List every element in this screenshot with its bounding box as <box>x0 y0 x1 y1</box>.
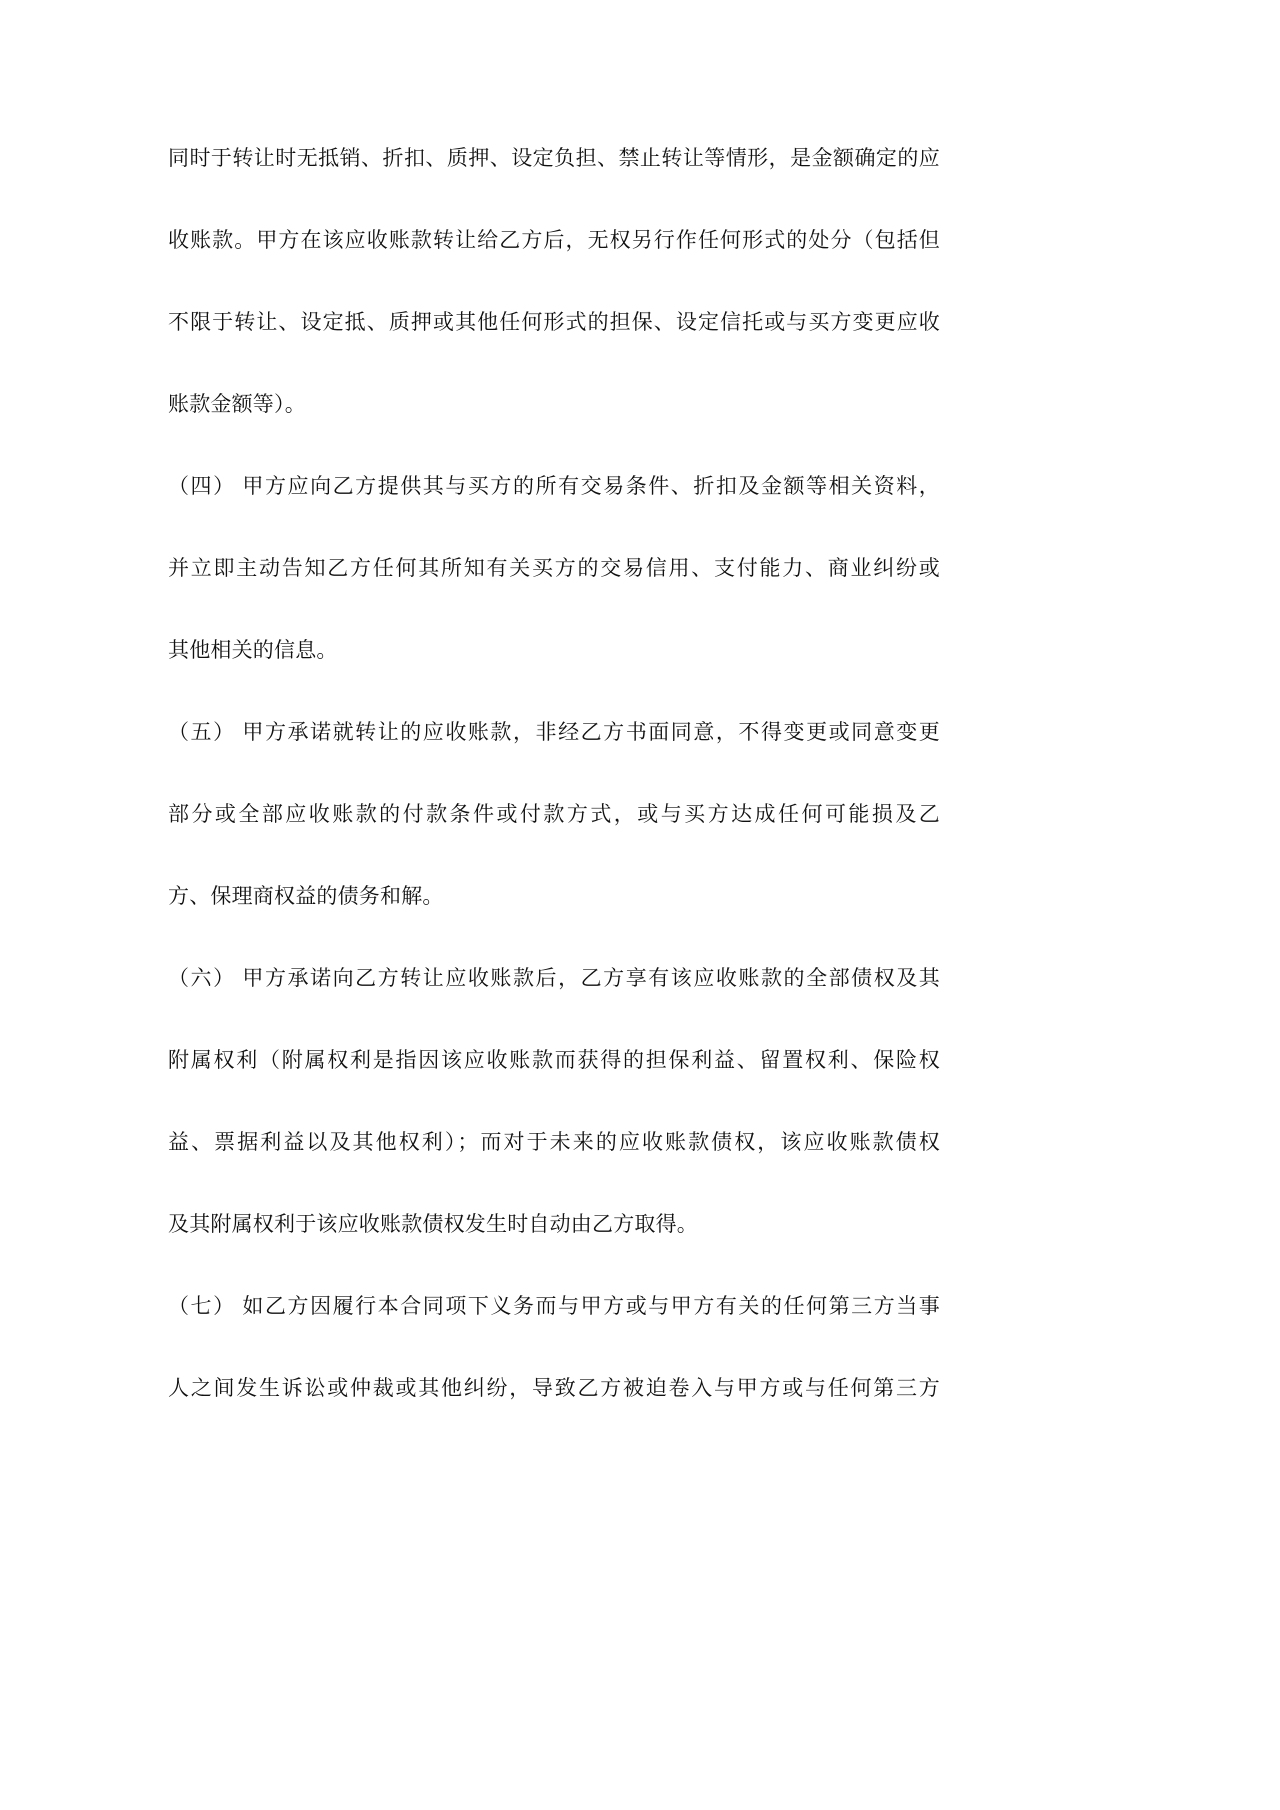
document-line: 并立即主动告知乙方任何其所知有关买方的交易信用、支付能力、商业纠纷或 <box>168 556 940 580</box>
document-line: 益、票据利益以及其他权利）；而对于未来的应收账款债权，该应收账款债权 <box>168 1130 940 1154</box>
document-line: 部分或全部应收账款的付款条件或付款方式，或与买方达成任何可能损及乙 <box>168 802 940 826</box>
document-line: （七） 如乙方因履行本合同项下义务而与甲方或与甲方有关的任何第三方当事 <box>168 1294 940 1318</box>
document-line: 附属权利（附属权利是指因该应收账款而获得的担保利益、留置权利、保险权 <box>168 1048 940 1072</box>
document-line: （五） 甲方承诺就转让的应收账款，非经乙方书面同意，不得变更或同意变更 <box>168 720 940 744</box>
document-line: 其他相关的信息。 <box>168 638 338 662</box>
document-line: （四） 甲方应向乙方提供其与买方的所有交易条件、折扣及金额等相关资料， <box>168 474 940 498</box>
document-line: 人之间发生诉讼或仲裁或其他纠纷，导致乙方被迫卷入与甲方或与任何第三方 <box>168 1376 940 1400</box>
document-line: 不限于转让、设定抵、质押或其他任何形式的担保、设定信托或与买方变更应收 <box>168 310 940 334</box>
document-line: （六） 甲方承诺向乙方转让应收账款后，乙方享有该应收账款的全部债权及其 <box>168 966 940 990</box>
document-body <box>168 117 940 1429</box>
document-line: 同时于转让时无抵销、折扣、质押、设定负担、禁止转让等情形，是金额确定的应 <box>168 146 940 170</box>
document-line: 收账款。甲方在该应收账款转让给乙方后，无权另行作任何形式的处分（包括但 <box>168 228 940 252</box>
document-line: 及其附属权利于该应收账款债权发生时自动由乙方取得。 <box>168 1212 698 1236</box>
document-line: 账款金额等）。 <box>168 392 306 416</box>
document-line: 方、保理商权益的债务和解。 <box>168 884 444 908</box>
